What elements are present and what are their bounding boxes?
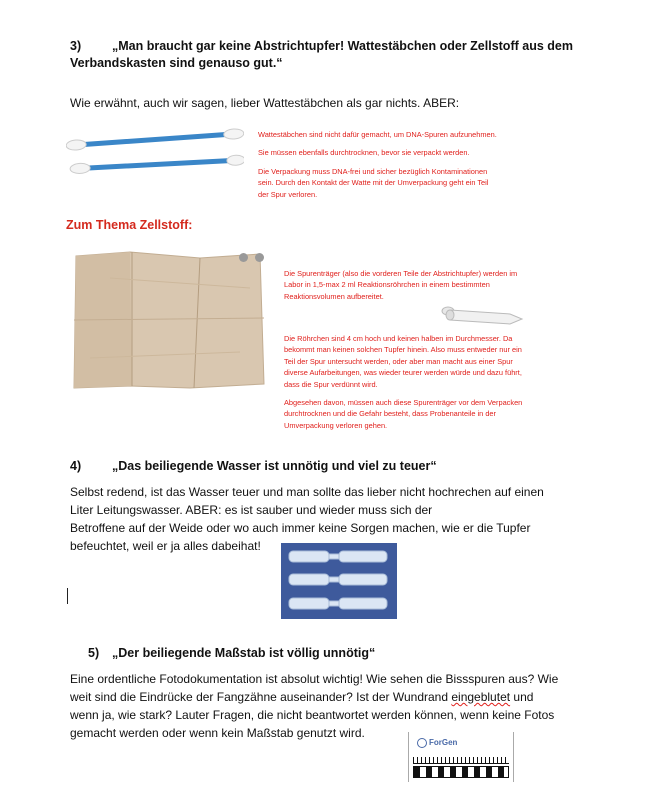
section-5-heading <box>88 645 628 662</box>
forgen-logo: ForGen <box>417 738 457 748</box>
image-dot-icon <box>239 253 248 262</box>
intro-text: Wie erwähnt, auch wir sagen, lieber Wattestäbchen als gar nichts. ABER: <box>70 96 460 110</box>
text-cursor <box>67 588 68 604</box>
section-3-number: 3) <box>70 39 82 53</box>
zellstoff-notes <box>284 333 524 438</box>
water-line-3: Betroffene auf der Weide oder wo auch immer keine Sorgen machen, wie er die Tupfer <box>70 521 531 535</box>
cotton-note-3: Die Verpackung muss DNA-frei und sicher bezüglich Kontaminationen sein. Durch den Kontakt der Watte mit der Umverpackung geht ein Teil der Spur verloren. <box>258 166 489 199</box>
section-4-heading <box>70 458 630 475</box>
water-ampoules-image <box>281 543 397 619</box>
zellstoff-note-3: Abgesehen davon, müssen auch diese Spurenträger vor dem Verpacken durchtrocknen und die Gefahr besteht, dass Probenanteile in der Umverpackung verloren gehen. <box>284 398 523 430</box>
photo-line-4: gemacht werden oder wenn kein Maßstab genutzt wird. <box>70 726 365 740</box>
photo-line-1: Eine ordentliche Fotodokumentation ist absolut wichtig! Wie sehen die Bissspuren aus? Wie <box>70 672 559 686</box>
section-3-title-line1: „Man braucht gar keine Abstrichtupfer! Wattestäbchen oder Zellstoff aus dem <box>112 39 573 53</box>
cotton-note-1: Wattestäbchen sind nicht dafür gemacht, um DNA-Spuren aufzunehmen. <box>258 130 497 139</box>
water-line-4: befeuchtet, weil er ja alles dabeihat! <box>70 539 261 553</box>
water-line-1: Selbst redend, ist das Wasser teuer und man sollte das lieber nicht hochrechen auf einen <box>70 485 544 499</box>
image-dot-icon <box>255 253 264 262</box>
water-line-2: Liter Leitungswasser. ABER: es ist sauber und wieder muss sich der <box>70 503 433 517</box>
photo-line-2: weit sind die Eindrücke der Fangzähne auseinander? Ist der Wundrand eingeblutet und <box>70 690 534 704</box>
logo-icon <box>417 738 427 748</box>
section-5-title: „Der beiliegende Maßstab ist völlig unnötig“ <box>112 646 376 660</box>
scale-bar <box>413 766 509 778</box>
section-4-title: „Das beiliegende Wasser ist unnötig und viel zu teuer“ <box>112 459 437 473</box>
reaction-tube-image <box>440 304 524 326</box>
section-3-title-line2: Verbandskasten sind genauso gut.“ <box>70 56 283 70</box>
section-4-number: 4) <box>70 459 82 473</box>
photo-paragraph <box>70 670 640 742</box>
cotton-note-2: Sie müssen ebenfalls durchtrocknen, bevor sie verpackt werden. <box>258 148 470 158</box>
zellstoff-pad-image <box>70 248 266 392</box>
ruler-ticks <box>413 754 509 764</box>
zellstoff-note-2: Die Röhrchen sind 4 cm hoch und keinen halben im Durchmesser. Da bekommt man keinen solchen Tupfer hinein. Also muss entweder nur ein Teil der Spur untersucht werden, oder aber man macht aus einer Spur diverse Aufarbeitungen, was wieder teurer werden würde und dazu führt, dass die Spur verdünnt wird. <box>284 334 522 389</box>
zellstoff-heading: Zum Thema Zellstoff: <box>66 218 193 232</box>
section-5-number: 5) <box>88 646 100 660</box>
section-3-heading <box>70 38 630 72</box>
underlined-word: eingeblutet <box>451 690 511 704</box>
cotton-notes <box>258 129 498 207</box>
cotton-swabs-image <box>66 128 244 180</box>
scale-ruler-image <box>408 732 514 782</box>
photo-line-3: wenn ja, wie stark? Lauter Fragen, die nicht beantwortet werden können, wenn keine Fotos <box>70 708 555 722</box>
zellstoff-note-1: Die Spurenträger (also die vorderen Teile der Abstrichtupfer) werden im Labor in 1,5-max 2 ml Reaktionsröhrchen in einem bestimmten Reaktionsvolumen aufbereitet. <box>284 269 518 301</box>
